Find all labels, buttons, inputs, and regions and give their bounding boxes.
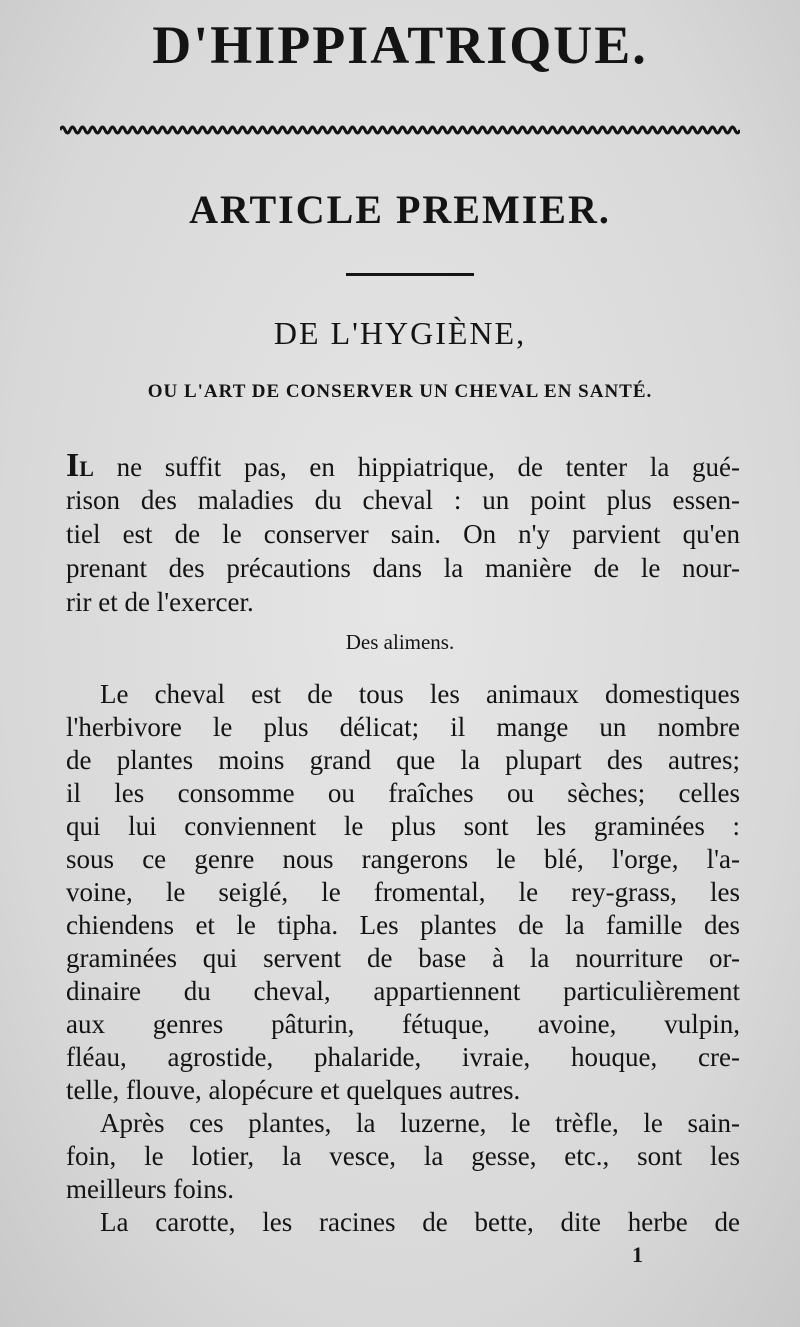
text-line: il les consomme ou fraîches ou sèches; celles <box>66 778 740 808</box>
text-line: qui lui conviennent le plus sont les graminées : <box>66 811 740 841</box>
text-line: Après ces plantes, la luzerne, le trèfle, le sain- <box>100 1108 740 1138</box>
text-line: tiel est de le conserver sain. On n'y parvient qu'en <box>66 519 740 549</box>
article-heading: ARTICLE PREMIER. <box>189 187 611 232</box>
text-line: aux genres pâturin, fétuque, avoine, vulpin, <box>66 1009 740 1039</box>
text-line: dinaire du cheval, appartiennent particulièrement <box>66 976 740 1006</box>
text-line-rest: ne suffit pas, en hippiatrique, de tenter la gué- <box>93 452 740 482</box>
section-subtitle: OU L'ART DE CONSERVER UN CHEVAL EN SANTÉ. <box>147 381 653 402</box>
text-line: telle, flouve, alopécure et quelques autres. <box>66 1075 521 1105</box>
section-heading: DE L'HYGIÈNE, <box>273 315 527 351</box>
text-line: La carotte, les racines de bette, dite herbe de <box>100 1207 740 1237</box>
text-line: sous ce genre nous rangerons le blé, l'orge, l'a- <box>66 844 740 874</box>
text-line: fléau, agrostide, phalaride, ivraie, houque, cre- <box>66 1042 740 1072</box>
text-line: chiendens et le tipha. Les plantes de la famille des <box>66 910 740 940</box>
drop-cap: I <box>66 447 80 484</box>
page-number: 1 <box>632 1242 643 1267</box>
text-line: voine, le seiglé, le fromental, le rey-grass, les <box>66 877 740 907</box>
text-line: graminées qui servent de base à la nourriture or- <box>66 943 740 973</box>
text-line: de plantes moins grand que la plupart des autres; <box>66 745 740 775</box>
small-cap: L <box>79 456 94 481</box>
ornamental-wavy-rule <box>60 123 740 137</box>
text-line: Le cheval est de tous les animaux domestiques <box>100 679 740 709</box>
running-title: D'HIPPIATRIQUE. <box>152 15 648 75</box>
text-line: rison des maladies du cheval : un point plus essen- <box>66 485 740 515</box>
text-line: rir et de l'exercer. <box>66 587 254 617</box>
text-line <box>66 447 740 485</box>
text-line: meilleurs foins. <box>66 1174 234 1204</box>
text-line: prenant des précautions dans la manière de le nour- <box>66 553 740 583</box>
subheading: Des alimens. <box>345 630 455 654</box>
section-divider <box>346 273 474 276</box>
text-line: foin, le lotier, la vesce, la gesse, etc., sont les <box>66 1141 740 1171</box>
text-line: l'herbivore le plus délicat; il mange un nombre <box>66 712 740 742</box>
